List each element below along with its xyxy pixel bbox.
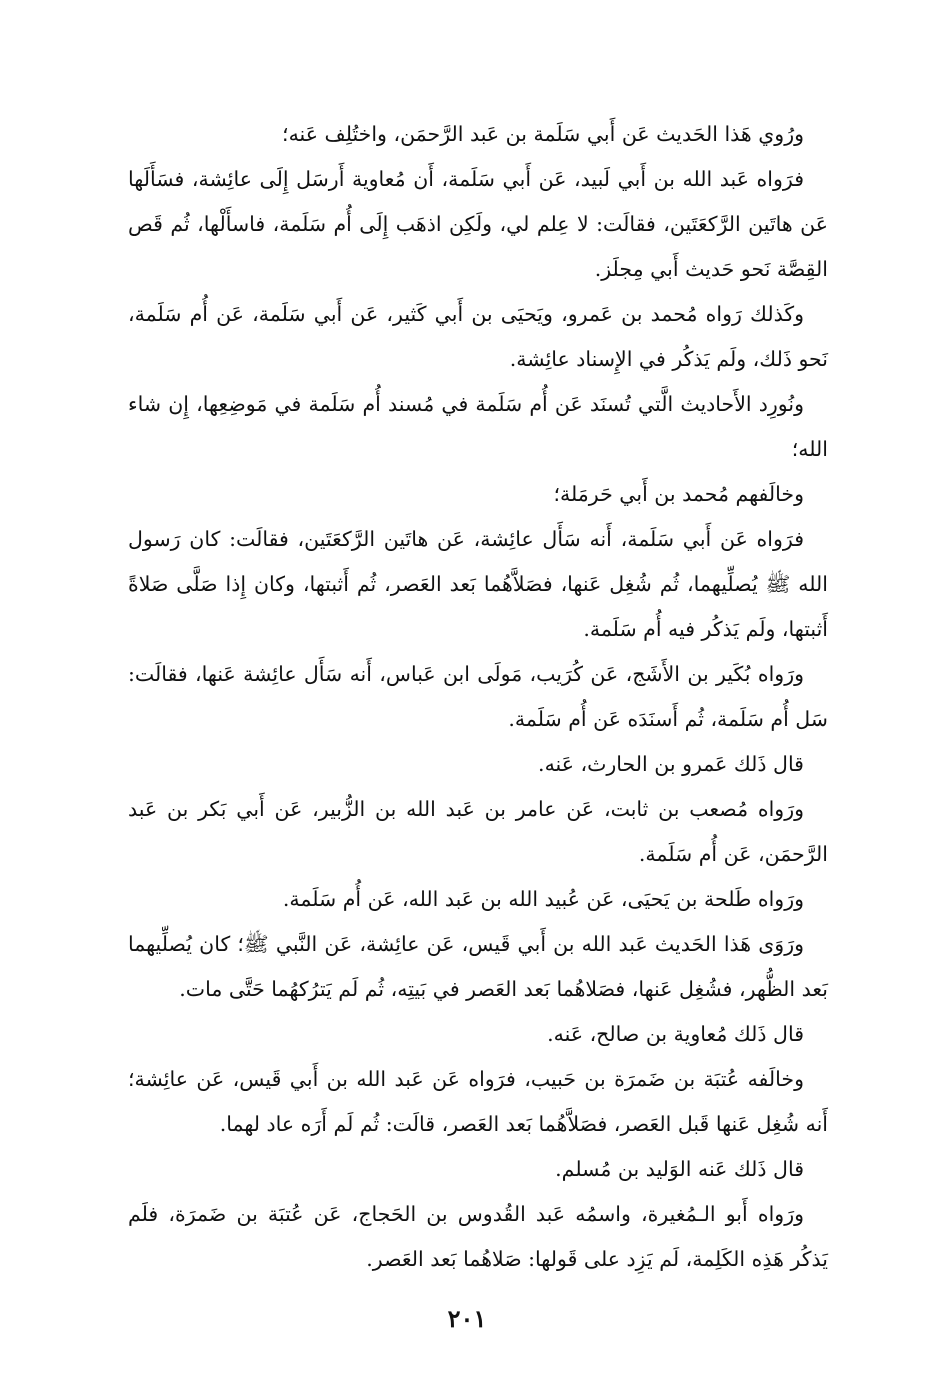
paragraph: ورَوَى هَذا الحَديث عَبد الله بن أَبي قَيس، عَن عائِشة، عَن النَّبي ﷺ؛ كان يُصلِّيهما بَعد الظُّهر، فشُغِل عَنها، فصَلاهُما بَعد العَصر في بَيتِه، ثُم لَم يَترُكهُما حَتَّى مات. xyxy=(128,932,828,1001)
paragraph: وخالَفه عُتبَة بن ضَمرَة بن حَبيب، فرَواه عَن عَبد الله بن أَبي قَيس، عَن عائِشة؛ أَنه شُغِل عَنها قَبل العَصر، فصَلاَّهُما بَعد العَصر، قالَت: ثُم لَم أَرَه عاد لهما. xyxy=(128,1067,828,1136)
paragraph: ورَواه مُصعب بن ثابت، عَن عامر بن عَبد الله بن الزُّبير، عَن أَبي بَكر بن عَبد الرَّحمَن، عَن أُم سَلَمة. xyxy=(128,797,828,866)
text-body xyxy=(128,112,828,1282)
paragraph: قال ذَلك مُعاوية بن صالح، عَنه. xyxy=(547,1022,804,1046)
paragraph: ورَواه طَلحة بن يَحيَى، عَن عُبيد الله بن عَبد الله، عَن أُم سَلَمة. xyxy=(282,887,804,911)
page-number: ٢٠١ xyxy=(447,1304,487,1333)
paragraph: فرَواه عَبد الله بن أَبي لَبيد، عَن أَبي سَلَمة، أَن مُعاوية أَرسَل إِلَى عائِشة، فسَأَلَها عَن هاتَين الرَّكعَتَين، فقالَت: لا عِلم لي، ولَكِن اذهَب إِلَى أُم سَلَمة، فاسأَلْها، ثُم قَص القِصَّة نَحو حَديث أَبي مِجلَز. xyxy=(128,167,828,281)
paragraph: ونُورِد الأَحاديث الَّتي تُسنَد عَن أُم سَلَمة في مُسند أُم سَلَمة في مَوضِعِها، إِن شاء الله؛ xyxy=(128,392,828,461)
paragraph: ورَواه أَبو الـمُغيرة، واسمُه عَبد القُدوس بن الحَجاج، عَن عُتبَة بن ضَمرَة، فلَم يَذكُر هَذِه الكَلِمة، لَم يَزِد على قَولها: صَلاهُما بَعد العَصر. xyxy=(128,1202,828,1271)
paragraph: وخالَفهم مُحمد بن أَبي حَرمَلة؛ xyxy=(553,482,804,506)
paragraph: قال ذَلك عَمرو بن الحارث، عَنه. xyxy=(538,752,804,776)
paragraph: فرَواه عَن أَبي سَلَمة، أَنه سَأَل عائِشة، عَن هاتَين الرَّكعَتَين، فقالَت: كان رَسول الله ﷺ يُصلِّيهما، ثُم شُغِل عَنها، فصَلاَّهُما بَعد العَصر، ثُم أَثبتها، وكان إِذا صَلَّى صَلاةً أَثبتها، ولَم يَذكُر فيه أُم سَلَمة. xyxy=(128,527,828,641)
paragraph: ورَواه بُكَير بن الأَشَج، عَن كُرَيب، مَولَى ابن عَباس، أَنه سَأَل عائِشة عَنها، فقالَت: سَل أُم سَلَمة، ثُم أَسنَدَه عَن أُم سَلَمة. xyxy=(128,662,828,731)
paragraph: قال ذَلك عَنه الوَليد بن مُسلم. xyxy=(555,1157,804,1181)
paragraph: ورُوي هَذا الحَديث عَن أَبي سَلَمة بن عَبد الرَّحمَن، واختُلِف عَنه؛ xyxy=(282,122,804,146)
paragraph: وكَذلك رَواه مُحمد بن عَمرو، ويَحيَى بن أَبي كَثير، عَن أَبي سَلَمة، عَن أُم سَلَمة، نَحو ذَلك، ولَم يَذكُر في الإِسناد عائِشة. xyxy=(128,302,828,371)
